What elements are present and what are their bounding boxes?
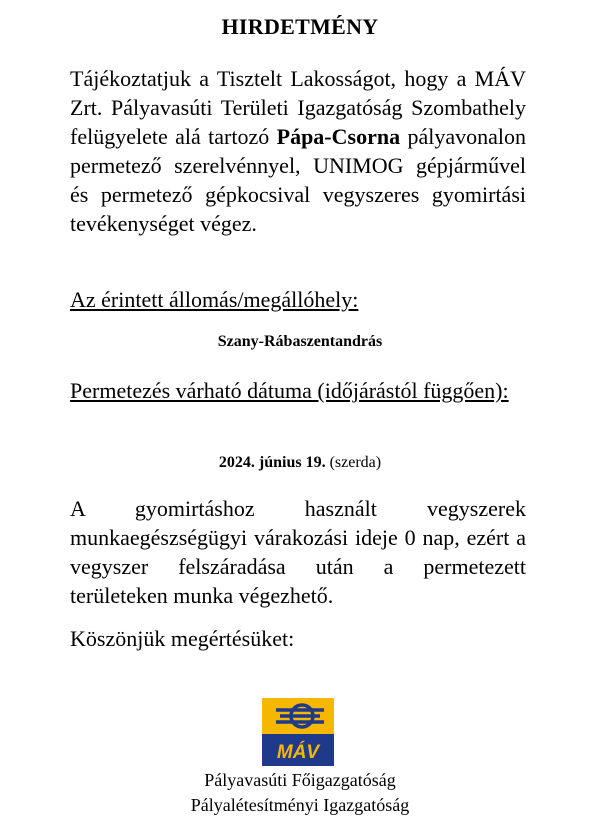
- waiting-period-note: A gyomirtáshoz használt vegyszerek munkaegészségügyi várakozási ideje 0 nap, ezért a vegyszer felszáradása után a permetezett területeken munka végezhető.: [70, 496, 526, 608]
- footer-line-1: Pályavasúti Főigazgatóság: [204, 770, 396, 790]
- date-heading: Permetezés várható dátuma (időjárástól függően):: [70, 378, 509, 403]
- thanks-line: Köszönjük megértésüket:: [70, 626, 295, 651]
- footer-line-2: Pályalétesítményi Igazgatóság: [190, 795, 410, 815]
- date-value: 2024. június 19.: [218, 454, 326, 471]
- intro-text-start: Tájékoztatjuk a Tisztelt Lakosságot, hogy a MÁV Zrt. Pályavasúti Területi Igazgatóság Szombathely felügyelete alá tartozó: [70, 66, 526, 149]
- notice-title: HIRDETMÉNY: [221, 14, 379, 39]
- railway-line-name: Pápa-Csorna: [276, 124, 401, 149]
- mav-logo: [262, 698, 334, 766]
- date-weekday: (szerda): [329, 454, 382, 471]
- station-heading: Az érintett állomás/megállóhely:: [70, 287, 359, 312]
- intro-paragraph: [70, 64, 526, 238]
- winged-wheel-icon: [276, 705, 324, 727]
- station-name: Szany-Rábaszentandrás: [217, 333, 383, 350]
- logo-text: MÁV: [276, 742, 320, 763]
- intro-text-end: pályavonalon permetező szerelvénnyel, UNIMOG gépjárművel és permetező gépkocsival vegyszeres gyomirtási tevékenységet végez.: [70, 124, 526, 236]
- spraying-date: [0, 454, 600, 472]
